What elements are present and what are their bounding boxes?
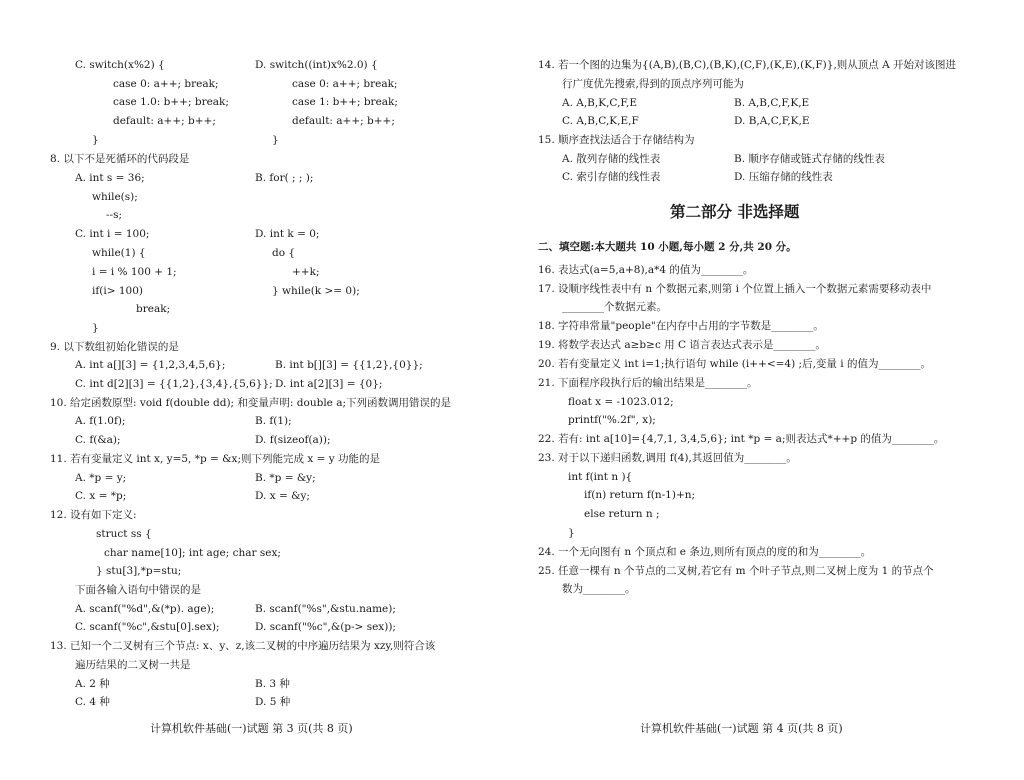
- q23-code-line-2: if(n) return f(n-1)+n;: [584, 489, 696, 501]
- q7-option-d-line-3: case 1: b++; break;: [292, 96, 398, 108]
- q8-option-c-line-6: }: [92, 322, 99, 334]
- q23-code-line-4: }: [568, 527, 575, 539]
- q8-option-a-line-1: A. int s = 36;: [75, 172, 145, 184]
- q9-option-b: B. int b[][3] = {{1,2},{0}};: [275, 359, 423, 371]
- q22: 22. 若有: int a[10]={4,7,1, 3,4,5,6}; int *p = a;则表达式*++p 的值为________。: [538, 433, 945, 445]
- q13-option-d: D. 5 种: [255, 696, 291, 708]
- q21-stem: 21. 下面程序段执行后的输出结果是________。: [538, 377, 758, 389]
- q7-option-c-line-5: }: [92, 134, 99, 146]
- q17-line-1: 17. 设顺序线性表中有 n 个数据元素,则第 i 个位置上插入一个数据元素需要移动表中: [538, 283, 932, 295]
- q23-code-line-1: int f(int n ){: [568, 471, 633, 483]
- q11-option-a: A. *p = y;: [75, 472, 127, 484]
- q8-option-d-line-3: ++k;: [292, 266, 320, 278]
- q7-option-c-line-1: C. switch(x%2) {: [75, 59, 165, 71]
- q12-option-c: C. scanf("%c",&stu[0].sex);: [75, 621, 220, 633]
- q7-option-d-line-4: default: a++; b++;: [292, 115, 395, 127]
- q13-stem-line-1: 13. 已知一个二叉树有三个节点: x、y、z,该二叉树的中序遍历结果为 xzy,则符合该: [50, 640, 436, 652]
- q21-code-line-2: printf("%.2f", x);: [568, 414, 656, 426]
- q12-code-line-3: } stu[3],*p=stu;: [96, 565, 182, 577]
- q12-option-b: B. scanf("%s",&stu.name);: [255, 603, 396, 615]
- q7-option-c-line-4: default: a++; b++;: [113, 115, 216, 127]
- q16: 16. 表达式(a=5,a+8),a*4 的值为________。: [538, 264, 754, 276]
- q12-stem: 12. 设有如下定义:: [50, 509, 137, 521]
- q8-option-c-line-3: i = i % 100 + 1;: [92, 266, 177, 278]
- q12-code-line-2: char name[10]; int age; char sex;: [104, 547, 281, 559]
- q8-option-d-line-1: D. int k = 0;: [255, 228, 320, 240]
- q14-option-c: C. A,B,C,K,E,F: [562, 115, 639, 127]
- q10-option-c: C. f(&a);: [75, 434, 121, 446]
- q8-option-d-line-4: } while(k >= 0);: [272, 285, 360, 297]
- q15-option-b: B. 顺序存储或链式存储的线性表: [734, 153, 885, 165]
- q12-sub-stem: 下面各输入语句中错误的是: [75, 584, 201, 596]
- q7-option-d-line-1: D. switch((int)x%2.0) {: [255, 59, 378, 71]
- q12-code-line-1: struct ss {: [96, 528, 152, 540]
- q11-option-c: C. x = *p;: [75, 490, 127, 502]
- q13-option-b: B. 3 种: [255, 678, 290, 690]
- q9-stem: 9. 以下数组初始化错误的是: [50, 341, 179, 353]
- q13-option-a: A. 2 种: [75, 678, 110, 690]
- page-4-footer: 计算机软件基础(一)试题 第 4 页(共 8 页): [640, 722, 843, 735]
- q13-stem-line-2: 遍历结果的二叉树一共是: [75, 659, 191, 671]
- q7-option-c-line-3: case 1.0: b++; break;: [113, 96, 229, 108]
- q15-option-d: D. 压缩存储的线性表: [734, 171, 833, 183]
- q10-option-a: A. f(1.0f);: [75, 415, 126, 427]
- q8-option-c-line-1: C. int i = 100;: [75, 228, 150, 240]
- q15-stem: 15. 顺序查找法适合于存储结构为: [538, 134, 695, 146]
- q10-stem: 10. 给定函数原型: void f(double dd); 和变量声明: double a;下列函数调用错误的是: [50, 397, 452, 409]
- q23-stem: 23. 对于以下递归函数,调用 f(4),其返回值为________。: [538, 452, 797, 464]
- q14-option-b: B. A,B,C,F,K,E: [734, 97, 810, 109]
- q8-option-b: B. for( ; ; );: [255, 172, 314, 184]
- q8-option-c-line-5: break;: [136, 303, 171, 315]
- q9-option-d: D. int a[2][3] = {0};: [275, 378, 383, 390]
- q8-option-d-line-2: do {: [272, 247, 296, 259]
- q24: 24. 一个无向图有 n 个顶点和 e 条边,则所有顶点的度的和为________。: [538, 546, 872, 558]
- q10-option-b: B. f(1);: [255, 415, 292, 427]
- q21-code-line-1: float x = -1023.012;: [568, 396, 674, 408]
- q20: 20. 若有变量定义 int i=1;执行语句 while (i++<=4) ;后,变量 i 的值为________。: [538, 358, 931, 370]
- q7-option-c-line-2: case 0: a++; break;: [113, 78, 219, 90]
- q25-line-2: 数为________。: [562, 583, 636, 595]
- q12-option-d: D. scanf("%c",&(p-> sex));: [255, 621, 396, 633]
- q8-stem: 8. 以下不是死循环的代码段是: [50, 153, 190, 165]
- q8-option-c-line-4: if(i> 100): [92, 285, 143, 297]
- q10-option-d: D. f(sizeof(a));: [255, 434, 331, 446]
- q9-option-a: A. int a[][3] = {1,2,3,4,5,6};: [75, 359, 226, 371]
- q8-option-c-line-2: while(1) {: [92, 247, 146, 259]
- q11-stem: 11. 若有变量定义 int x, y=5, *p = &x;则下列能完成 x = y 功能的是: [50, 453, 380, 465]
- q14-stem-line-2: 行广度优先搜索,得到的顶点序列可能为: [562, 78, 744, 90]
- q18: 18. 字符串常量"people"在内存中占用的字节数是________。: [538, 320, 824, 332]
- q19: 19. 将数学表达式 a≥b≥c 用 C 语言表达式表示是________。: [538, 339, 826, 351]
- q11-option-b: B. *p = &y;: [255, 472, 316, 484]
- q14-option-a: A. A,B,K,C,F,E: [562, 97, 638, 109]
- q11-option-d: D. x = &y;: [255, 490, 310, 502]
- q8-option-a-line-3: --s;: [106, 209, 123, 221]
- q9-option-c: C. int d[2][3] = {{1,2},{3,4},{5,6}};: [75, 378, 273, 390]
- q14-stem-line-1: 14. 若一个图的边集为{(A,B),(B,C),(B,K),(C,F),(K,E),(K,F)},则从顶点 A 开始对该图进: [538, 59, 957, 71]
- q8-option-a-line-2: while(s);: [92, 191, 138, 203]
- q12-option-a: A. scanf("%d",&(*p). age);: [75, 603, 215, 615]
- q23-code-line-3: else return n ;: [584, 508, 660, 520]
- q17-line-2: ________个数据元素。: [562, 301, 667, 313]
- q15-option-a: A. 散列存储的线性表: [562, 153, 661, 165]
- q15-option-c: C. 索引存储的线性表: [562, 171, 661, 183]
- q14-option-d: D. B,A,C,F,K,E: [734, 115, 810, 127]
- page-3-footer: 计算机软件基础(一)试题 第 3 页(共 8 页): [150, 722, 353, 735]
- q25-line-1: 25. 任意一棵有 n 个节点的二叉树,若它有 m 个叶子节点,则二叉树上度为 1 的节点个: [538, 565, 934, 577]
- fill-in-section-header: 二、填空题:本大题共 10 小题,每小题 2 分,共 20 分。: [538, 241, 797, 253]
- q13-option-c: C. 4 种: [75, 696, 110, 708]
- q7-option-d-line-2: case 0: a++; break;: [292, 78, 398, 90]
- q7-option-d-line-5: }: [272, 134, 279, 146]
- part-two-title: 第二部分 非选择题: [670, 203, 800, 221]
